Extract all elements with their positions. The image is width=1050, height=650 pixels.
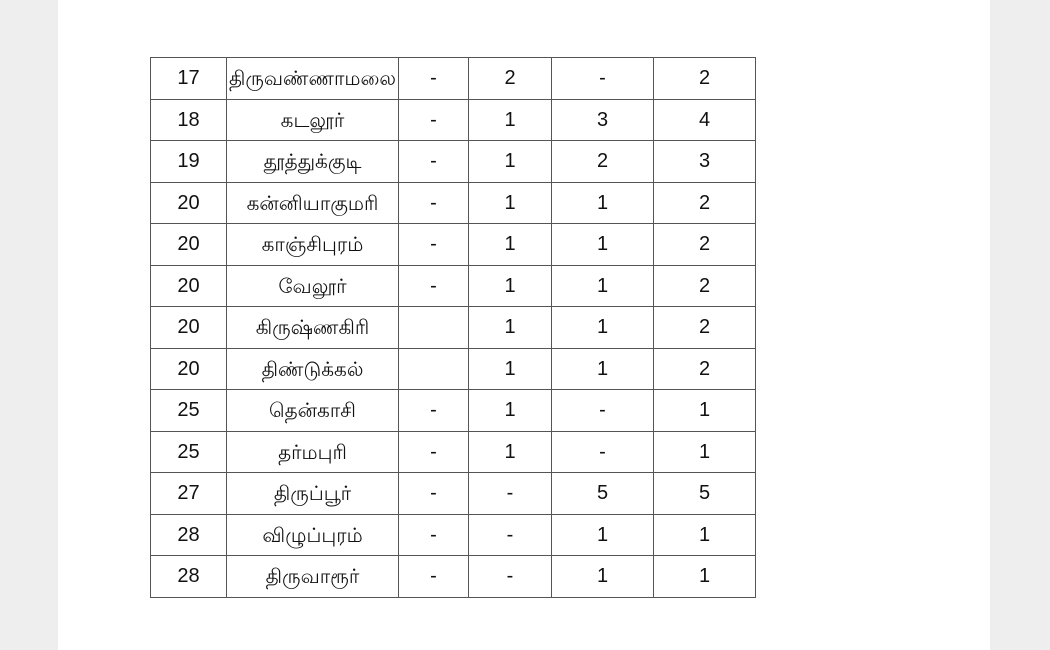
total-cell: 5 <box>654 473 756 515</box>
total-cell: 2 <box>654 265 756 307</box>
table-body <box>151 58 756 598</box>
rank-cell: 20 <box>151 182 227 224</box>
value-cell-a: - <box>399 58 469 100</box>
value-cell-c: 1 <box>552 265 654 307</box>
value-cell-b: 1 <box>469 431 552 473</box>
table-row <box>151 182 756 224</box>
district-cell: தென்காசி <box>227 390 399 432</box>
value-cell-b: - <box>469 556 552 598</box>
rank-cell: 20 <box>151 307 227 349</box>
district-cell: கன்னியாகுமரி <box>227 182 399 224</box>
value-cell-b: 1 <box>469 224 552 266</box>
total-cell: 4 <box>654 99 756 141</box>
district-cell: கிருஷ்ணகிரி <box>227 307 399 349</box>
total-cell: 2 <box>654 307 756 349</box>
value-cell-a: - <box>399 141 469 183</box>
value-cell-a: - <box>399 265 469 307</box>
document-page <box>58 0 990 650</box>
total-cell: 1 <box>654 431 756 473</box>
value-cell-c: 1 <box>552 514 654 556</box>
value-cell-a: - <box>399 514 469 556</box>
table-row <box>151 307 756 349</box>
table-row <box>151 58 756 100</box>
rank-cell: 25 <box>151 431 227 473</box>
district-cell: திருவண்ணாமலை <box>227 58 399 100</box>
district-cell: கடலூர் <box>227 99 399 141</box>
district-cell: தூத்துக்குடி <box>227 141 399 183</box>
table-row <box>151 390 756 432</box>
table-row <box>151 99 756 141</box>
value-cell-b: 1 <box>469 348 552 390</box>
rank-cell: 25 <box>151 390 227 432</box>
district-cell: தர்மபுரி <box>227 431 399 473</box>
district-cell: விழுப்புரம் <box>227 514 399 556</box>
rank-cell: 17 <box>151 58 227 100</box>
value-cell-c: - <box>552 390 654 432</box>
value-cell-b: 2 <box>469 58 552 100</box>
value-cell-a: - <box>399 556 469 598</box>
total-cell: 2 <box>654 182 756 224</box>
value-cell-b: 1 <box>469 182 552 224</box>
value-cell-c: 2 <box>552 141 654 183</box>
value-cell-c: - <box>552 58 654 100</box>
value-cell-b: - <box>469 514 552 556</box>
rank-cell: 19 <box>151 141 227 183</box>
value-cell-b: 1 <box>469 307 552 349</box>
value-cell-c: 3 <box>552 99 654 141</box>
value-cell-c: 1 <box>552 224 654 266</box>
value-cell-a: - <box>399 431 469 473</box>
rank-cell: 18 <box>151 99 227 141</box>
district-table <box>150 57 756 598</box>
rank-cell: 28 <box>151 556 227 598</box>
table-row <box>151 141 756 183</box>
district-cell: திருப்பூர் <box>227 473 399 515</box>
value-cell-c: 1 <box>552 348 654 390</box>
table-row <box>151 473 756 515</box>
value-cell-b: 1 <box>469 99 552 141</box>
value-cell-c: 5 <box>552 473 654 515</box>
value-cell-a: - <box>399 473 469 515</box>
value-cell-b: 1 <box>469 265 552 307</box>
total-cell: 2 <box>654 224 756 266</box>
district-cell: திருவாரூர் <box>227 556 399 598</box>
total-cell: 1 <box>654 556 756 598</box>
rank-cell: 20 <box>151 224 227 266</box>
rank-cell: 20 <box>151 348 227 390</box>
total-cell: 2 <box>654 58 756 100</box>
district-cell: வேலூர் <box>227 265 399 307</box>
total-cell: 3 <box>654 141 756 183</box>
district-cell: திண்டுக்கல் <box>227 348 399 390</box>
value-cell-b: - <box>469 473 552 515</box>
table-row <box>151 348 756 390</box>
value-cell-b: 1 <box>469 141 552 183</box>
value-cell-a: - <box>399 224 469 266</box>
value-cell-c: - <box>552 431 654 473</box>
total-cell: 1 <box>654 390 756 432</box>
total-cell: 2 <box>654 348 756 390</box>
total-cell: 1 <box>654 514 756 556</box>
table-row <box>151 556 756 598</box>
value-cell-a: - <box>399 182 469 224</box>
value-cell-c: 1 <box>552 182 654 224</box>
value-cell-a <box>399 307 469 349</box>
district-cell: காஞ்சிபுரம் <box>227 224 399 266</box>
value-cell-c: 1 <box>552 556 654 598</box>
table-row <box>151 224 756 266</box>
value-cell-a <box>399 348 469 390</box>
value-cell-b: 1 <box>469 390 552 432</box>
value-cell-c: 1 <box>552 307 654 349</box>
value-cell-a: - <box>399 99 469 141</box>
value-cell-a: - <box>399 390 469 432</box>
rank-cell: 27 <box>151 473 227 515</box>
table-row <box>151 514 756 556</box>
rank-cell: 28 <box>151 514 227 556</box>
table-row <box>151 265 756 307</box>
table-row <box>151 431 756 473</box>
rank-cell: 20 <box>151 265 227 307</box>
